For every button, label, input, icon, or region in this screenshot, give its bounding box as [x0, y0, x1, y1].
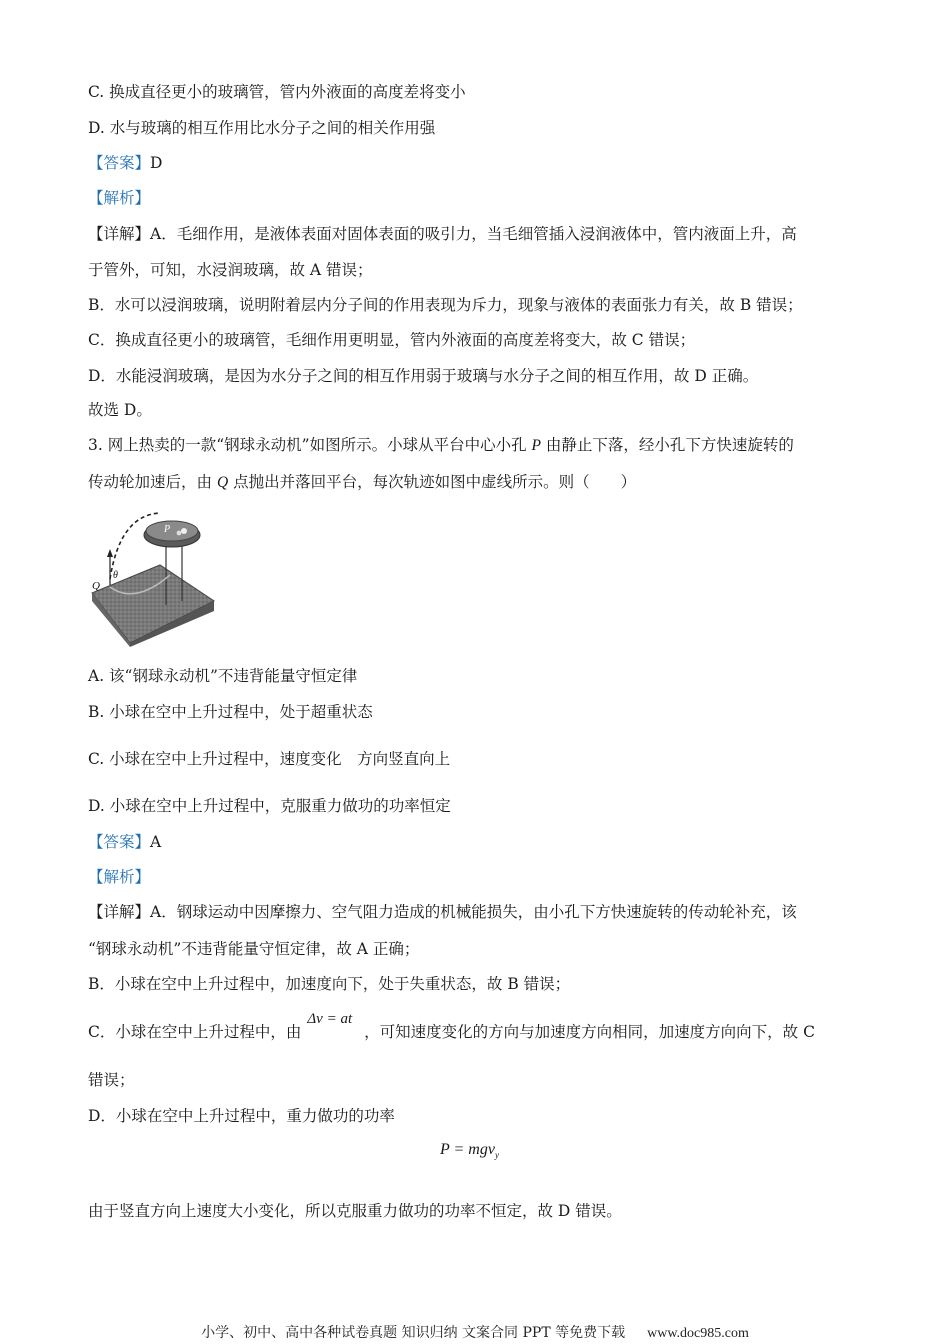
- ball-icon: [181, 528, 187, 534]
- arrow-head-icon: [107, 549, 113, 557]
- question-3-stem: 3. 网上热卖的一款“钢球永动机”如图所示。小球从平台中心小孔 P 由静止下落，经小孔下方快速旋转的: [88, 436, 794, 454]
- label-p: P: [164, 524, 171, 535]
- option-c-q3: C. 小球在空中上升过程中，速度变化 方向竖直向上: [88, 750, 451, 768]
- answer-q2: [88, 153, 162, 173]
- answer-value: A: [150, 833, 162, 851]
- formula-delta-v: Δv = at: [307, 1011, 353, 1027]
- option-d-q3: D. 小球在空中上升过程中，克服重力做功的功率恒定: [88, 797, 451, 815]
- detail-a-cont-q2: 于管外，可知，水浸润玻璃，故 A 错误；: [88, 261, 373, 279]
- detail-tag: 【详解】: [88, 903, 151, 921]
- detail-a-cont-q3: “钢球永动机”不违背能量守恒定律，故 A 正确；: [88, 940, 420, 958]
- answer-tag: 【答案】: [88, 833, 151, 851]
- platform-top: [146, 521, 198, 541]
- question-3-stem-cont: 传动轮加速后，由 Q 点抛出并落回平台，每次轨迹如图中虚线所示。则（ ）: [88, 473, 637, 491]
- detail-c-q2: C．换成直径更小的玻璃管，毛细作用更明显，管内外液面的高度差将变大，故 C 错误；: [88, 331, 696, 349]
- conclusion-q2: 故选 D。: [88, 401, 152, 419]
- option-c-q2: C. 换成直径更小的玻璃管，管内外液面的高度差将变小: [88, 83, 466, 101]
- detail-d-q3: D．小球在空中上升过程中，重力做功的功率: [88, 1107, 395, 1125]
- formula-power: P = mgv$_y$: [440, 1141, 499, 1161]
- ball-icon: [177, 531, 182, 536]
- perpetual-motion-figure: [90, 505, 216, 647]
- detail-a-q2: 【详解】A．毛细作用，是液体表面对固体表面的吸引力，当毛细管插入浸润液体中，管内液面上升，高: [88, 225, 797, 243]
- point-p: P: [531, 437, 541, 454]
- label-q: Q: [92, 580, 100, 592]
- answer-tag: 【答案】: [88, 154, 151, 172]
- answer-value: D: [150, 154, 163, 172]
- detail-b-q3: B．小球在空中上升过程中，加速度向下，处于失重状态，故 B 错误；: [88, 975, 571, 993]
- footer-url[interactable]: www.doc985.com: [647, 1326, 749, 1341]
- detail-tag: 【详解】: [88, 225, 151, 243]
- detail-b-q2: B．水可以浸润玻璃，说明附着层内分子间的作用表现为斥力，现象与液体的表面张力有关，故 B 错误；: [88, 296, 803, 314]
- detail-d-q2: D．水能浸润玻璃，是因为水分子之间的相互作用弱于玻璃与水分子之间的相互作用，故 D 正确。: [88, 367, 759, 385]
- footer-text: 小学、初中、高中各种试卷真题 知识归纳 文案合同 PPT 等免费下载: [201, 1325, 626, 1341]
- detail-c-q3: C．小球在空中上升过程中，由Δv = at，可知速度变化的方向与加速度方向相同，加速度方向向下，故 C: [88, 1011, 815, 1041]
- option-b-q3: B. 小球在空中上升过程中，处于超重状态: [88, 703, 373, 721]
- answer-q3: [88, 832, 161, 852]
- label-theta: θ: [113, 570, 118, 581]
- option-a-q3: A. 该“钢球永动机”不违背能量守恒定律: [88, 667, 358, 685]
- analysis-tag: 【解析】: [88, 189, 151, 207]
- detail-d-conclusion-q3: 由于竖直方向上速度大小变化，所以克服重力做功的功率不恒定，故 D 错误。: [88, 1202, 622, 1220]
- option-d-q2: D. 水与玻璃的相互作用比水分子之间的相关作用强: [88, 119, 436, 137]
- detail-a-q3: 【详解】A．钢球运动中因摩擦力、空气阻力造成的机械能损失，由小孔下方快速旋转的传动轮补充，该: [88, 903, 797, 921]
- page-footer: [0, 1324, 950, 1343]
- detail-c-cont-q3: 错误；: [88, 1071, 135, 1089]
- point-q: Q: [216, 474, 229, 491]
- analysis-tag: 【解析】: [88, 868, 151, 886]
